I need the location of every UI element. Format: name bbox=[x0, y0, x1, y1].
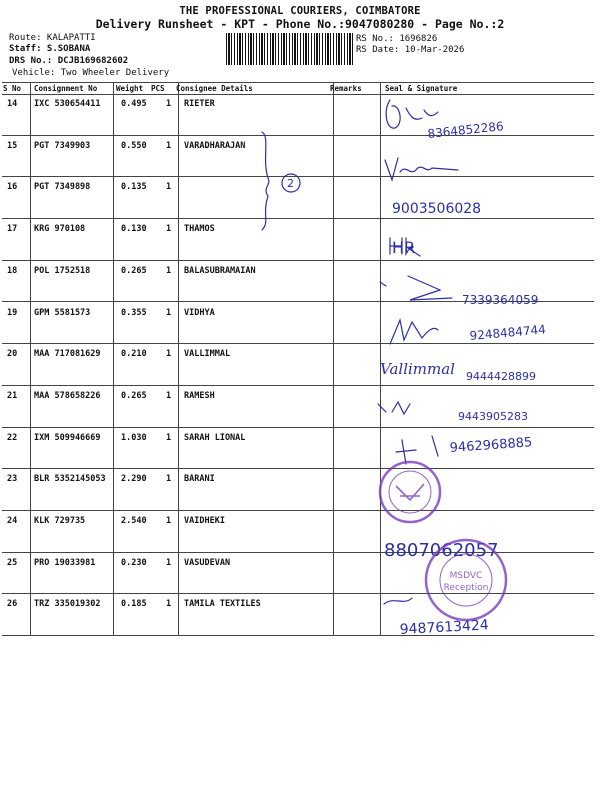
cell-sno: 24 bbox=[7, 516, 18, 526]
table-row bbox=[0, 344, 600, 385]
cell-consignment: GPM 5581573 bbox=[34, 307, 91, 318]
table-row bbox=[0, 469, 600, 510]
table-row bbox=[0, 177, 600, 218]
cell-weight: 2.290 bbox=[121, 474, 147, 485]
handwritten-phone: 7339364059 bbox=[462, 293, 539, 307]
rs-number: RS No.: 1696826 bbox=[356, 34, 438, 44]
cell-pcs: 1 bbox=[166, 182, 172, 193]
cell-pcs: 1 bbox=[166, 140, 172, 151]
cell-consignee: BARANI bbox=[184, 474, 215, 485]
cell-sno: 20 bbox=[7, 349, 18, 360]
cell-pcs: 1 bbox=[166, 432, 172, 443]
cell-sno: 16 bbox=[7, 182, 18, 193]
cell-consignee: VASUDEVAN bbox=[184, 557, 231, 568]
handwritten-phone: 9462968885 bbox=[449, 435, 533, 456]
cell-sno: 15 bbox=[7, 140, 18, 151]
table-row bbox=[0, 594, 600, 635]
table-row bbox=[0, 386, 600, 427]
cell-consignment: KRG 970108 bbox=[34, 224, 86, 235]
cell-consignment: MAA 578658226 bbox=[34, 390, 101, 401]
table-row bbox=[0, 219, 600, 260]
table-row bbox=[0, 553, 600, 594]
cell-consignee: THAMOS bbox=[184, 224, 215, 235]
cell-weight: 2.540 bbox=[121, 516, 147, 526]
cell-weight: 0.495 bbox=[121, 99, 147, 109]
handwritten-initials: HR bbox=[392, 238, 416, 257]
cell-consignee: TAMILA TEXTILES bbox=[184, 599, 261, 610]
handwritten-phone: 9443905283 bbox=[458, 410, 528, 423]
cell-weight: 0.185 bbox=[121, 599, 147, 610]
cell-pcs: 1 bbox=[166, 349, 172, 360]
company-title: THE PROFESSIONAL COURIERS, COIMBATORE bbox=[179, 5, 421, 17]
cell-pcs: 1 bbox=[166, 599, 172, 610]
route-label: Route: KALAPATTI bbox=[9, 33, 96, 43]
barcode bbox=[226, 33, 354, 65]
handwritten-name: Vallimmal bbox=[380, 360, 455, 378]
cell-consignee: VAIDHEKI bbox=[184, 516, 225, 526]
col-header-remarks: Remarks bbox=[330, 84, 362, 93]
cell-sno: 23 bbox=[7, 474, 18, 485]
cell-consignment: TRZ 335019302 bbox=[34, 599, 101, 610]
cell-consignee: VARADHARAJAN bbox=[184, 140, 246, 151]
row-divider bbox=[2, 635, 594, 636]
cell-pcs: 1 bbox=[166, 265, 172, 276]
cell-consignee: VALLIMMAL bbox=[184, 349, 231, 360]
cell-sno: 14 bbox=[7, 99, 18, 109]
cell-sno: 18 bbox=[7, 265, 18, 276]
table-row bbox=[0, 94, 600, 135]
stamp-text: Reception bbox=[443, 583, 489, 593]
col-header-consignment: Consignment No bbox=[34, 84, 98, 93]
handwritten-phone: 9487613424 bbox=[399, 617, 490, 638]
cell-consignee: VIDHYA bbox=[184, 307, 215, 318]
col-header-sno: S No bbox=[3, 84, 22, 93]
cell-sno: 26 bbox=[7, 599, 18, 610]
handwritten-phone: 8364852286 bbox=[426, 119, 505, 141]
col-header-weight: Weight bbox=[116, 84, 144, 93]
table-row bbox=[0, 303, 600, 344]
cell-weight: 0.230 bbox=[121, 557, 147, 568]
cell-weight: 0.130 bbox=[121, 224, 147, 235]
cell-sno: 17 bbox=[7, 224, 18, 235]
handwritten-phone: 9444428899 bbox=[466, 370, 536, 383]
cell-weight: 0.265 bbox=[121, 390, 147, 401]
cell-pcs: 1 bbox=[166, 307, 172, 318]
cell-weight: 0.550 bbox=[121, 140, 147, 151]
cell-pcs: 1 bbox=[166, 224, 172, 235]
runsheet-title: Delivery Runsheet - KPT - Phone No.:9047080280 - Page No.:2 bbox=[95, 17, 505, 31]
cell-consignee: RIETER bbox=[184, 99, 215, 109]
cell-pcs: 1 bbox=[166, 99, 172, 109]
cell-pcs: 1 bbox=[166, 474, 172, 485]
cell-consignee: SARAH LIONAL bbox=[184, 432, 246, 443]
cell-weight: 0.355 bbox=[121, 307, 147, 318]
drs-label: DRS No.: DCJB169682602 bbox=[9, 56, 129, 66]
cell-consignment: PRO 19033981 bbox=[34, 557, 96, 568]
cell-sno: 21 bbox=[7, 390, 18, 401]
rs-date: RS Date: 10-Mar-2026 bbox=[356, 45, 465, 55]
cell-pcs: 1 bbox=[166, 516, 172, 526]
table-row bbox=[0, 261, 600, 302]
cell-pcs: 1 bbox=[166, 390, 172, 401]
cell-consignment: BLR 5352145053 bbox=[34, 474, 106, 485]
cell-weight: 0.210 bbox=[121, 349, 147, 360]
cell-consignment: IXC 530654411 bbox=[34, 99, 101, 109]
col-header-consignee: Consignee Details bbox=[176, 84, 253, 93]
cell-consignment: KLK 729735 bbox=[34, 516, 86, 526]
cell-sno: 25 bbox=[7, 557, 18, 568]
cell-pcs: 1 bbox=[166, 557, 172, 568]
table-row bbox=[0, 136, 600, 177]
handwritten-phone: 8807062057 bbox=[384, 540, 499, 561]
staff-label: Staff: S.SOBANA bbox=[9, 44, 91, 54]
handwritten-phone: 9248484744 bbox=[469, 322, 547, 343]
cell-consignment: PGT 7349898 bbox=[34, 182, 91, 193]
col-header-seal: Seal & Signature bbox=[385, 84, 458, 93]
cell-consignee: BALASUBRAMAIAN bbox=[184, 265, 256, 276]
cell-weight: 1.030 bbox=[121, 432, 147, 443]
vehicle-label: Vehicle: Two Wheeler Delivery bbox=[12, 68, 170, 78]
cell-consignment: MAA 717081629 bbox=[34, 349, 101, 360]
col-header-pcs: PCS bbox=[151, 84, 165, 93]
table-top-border bbox=[2, 82, 594, 83]
cell-weight: 0.135 bbox=[121, 182, 147, 193]
cell-consignment: PGT 7349903 bbox=[34, 140, 91, 151]
table-row bbox=[0, 428, 600, 469]
cell-sno: 19 bbox=[7, 307, 18, 318]
cell-sno: 22 bbox=[7, 432, 18, 443]
cell-consignment: IXM 509946669 bbox=[34, 432, 101, 443]
handwritten-phone: 9003506028 bbox=[392, 201, 482, 217]
circled-number: 2 bbox=[287, 177, 294, 190]
cell-consignee: RAMESH bbox=[184, 390, 215, 401]
table-row bbox=[0, 511, 600, 552]
cell-weight: 0.265 bbox=[121, 265, 147, 276]
stamp-text: MSDVC bbox=[449, 571, 483, 581]
cell-consignment: POL 1752518 bbox=[34, 265, 91, 276]
